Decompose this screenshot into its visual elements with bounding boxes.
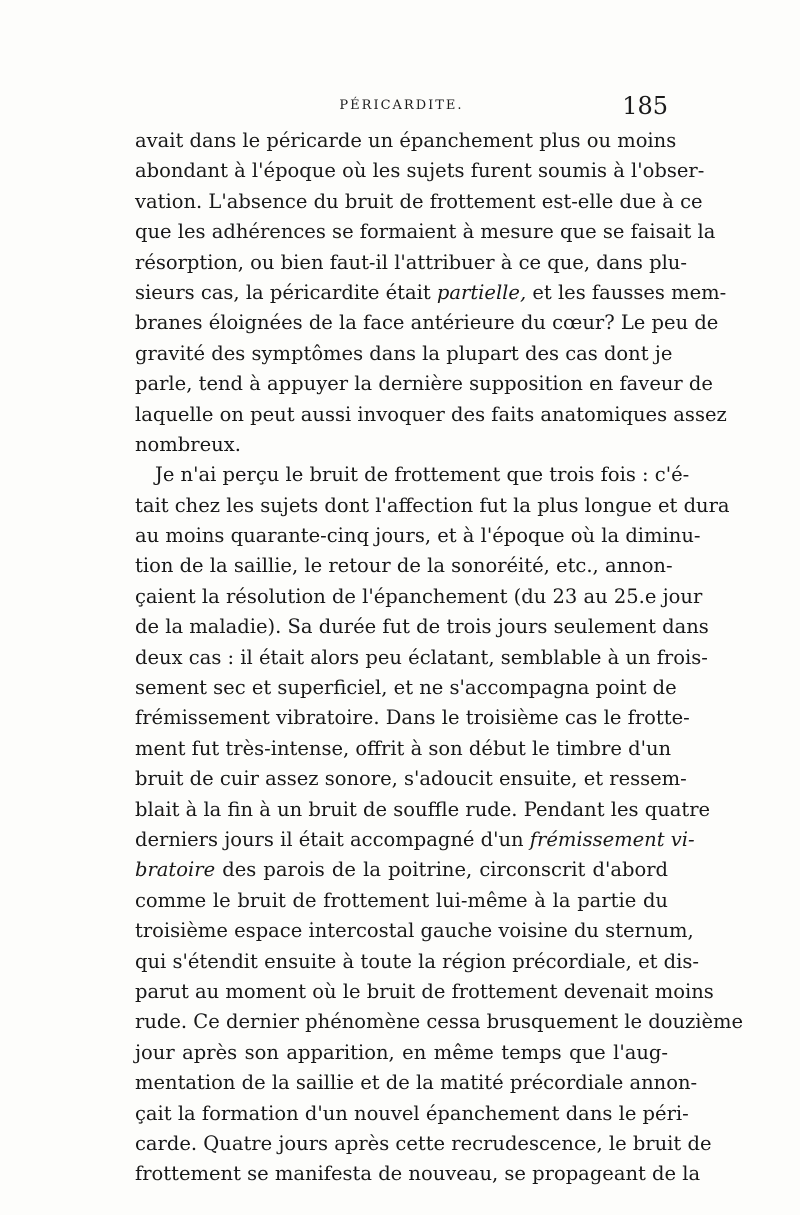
text-line: laquelle on peut aussi invoquer des faits anatomiques assez (135, 402, 727, 426)
text-line: de la maladie). Sa durée fut de trois jours seulement dans (135, 615, 709, 639)
page-header (135, 92, 668, 122)
text-line: avait dans le péricarde un épanchement plus ou moins (135, 129, 677, 152)
text-line: jour après son apparition, en même temps que l'aug- (135, 1040, 668, 1064)
text-line: bruit de cuir assez sonore, s'adoucit ensuite, et ressem- (135, 767, 687, 791)
text-line: çait la formation d'un nouvel épanchement dans le péri- (135, 1101, 689, 1125)
text-line: branes éloignées de la face antérieure du cœur? Le peu de (135, 311, 719, 335)
emphasis-text: frémissement vi- (529, 827, 695, 851)
text-line: abondant à l'époque où les sujets furent soumis à l'obser- (135, 159, 705, 183)
text-line: carde. Quatre jours après cette recrudescence, le bruit de (135, 1131, 712, 1155)
running-head: PÉRICARDITE. (339, 98, 464, 113)
text-line: mentation de la saillie et de la matité précordiale annon- (135, 1071, 698, 1095)
text-segment: derniers jours il était accompagné d'un (135, 827, 530, 851)
text-line: résorption, ou bien faut-il l'attribuer à ce que, dans plu- (135, 250, 687, 274)
text-line: gravité des symptômes dans la plupart des cas dont je (135, 341, 673, 365)
text-line: ment fut très-intense, offrit à son début le timbre d'un (135, 736, 672, 760)
text-line: troisième espace intercostal gauche voisine du sternum, (135, 919, 694, 943)
text-line: vation. L'absence du bruit de frottement est-elle due à ce (135, 189, 703, 213)
text-segment: et les fausses mem- (526, 280, 727, 304)
text-line: blait à la fin à un bruit de souffle rude. Pendant les quatre (135, 797, 711, 821)
text-line: que les adhérences se formaient à mesure que se faisait la (135, 220, 716, 244)
text-line: frémissement vibratoire. Dans le troisième cas le frotte- (135, 706, 690, 730)
text-line: Je n'ai perçu le bruit de frottement que trois fois : c'é- (155, 463, 690, 487)
body-text (135, 126, 744, 1190)
text-line (135, 825, 695, 855)
text-line: çaient la résolution de l'épanchement (du 23 au 25.e jour (135, 584, 703, 608)
text-line: qui s'étendit ensuite à toute la région précordiale, et dis- (135, 949, 699, 973)
emphasis-text: bratoire (135, 858, 216, 882)
emphasis-text: partielle, (436, 280, 527, 304)
page-number: 185 (622, 92, 668, 120)
text-line (135, 855, 668, 885)
text-line: tait chez les sujets dont l'affection fut la plus longue et dura (135, 493, 730, 517)
text-line: deux cas : il était alors peu éclatant, semblable à un frois- (135, 645, 708, 669)
text-line: sement sec et superficiel, et ne s'accompagna point de (135, 676, 677, 700)
text-segment: des parois de la poitrine, circonscrit d'abord (215, 858, 668, 882)
text-line: rude. Ce dernier phénomène cessa brusquement le douzième (135, 1010, 744, 1034)
text-line: frottement se manifesta de nouveau, se propageant de la (135, 1162, 701, 1186)
text-line: comme le bruit de frottement lui-même à la partie du (135, 888, 668, 912)
text-line (135, 278, 727, 308)
text-line: nombreux. (135, 432, 241, 456)
text-segment: sieurs cas, la péricardite était (135, 280, 437, 304)
text-line: parut au moment où le bruit de frottement devenait moins (135, 979, 714, 1003)
text-line: parle, tend à appuyer la dernière supposition en faveur de (135, 372, 713, 396)
text-line: au moins quarante-cinq jours, et à l'époque où la diminu- (135, 524, 701, 548)
text-line: tion de la saillie, le retour de la sonoréité, etc., annon- (135, 554, 673, 578)
